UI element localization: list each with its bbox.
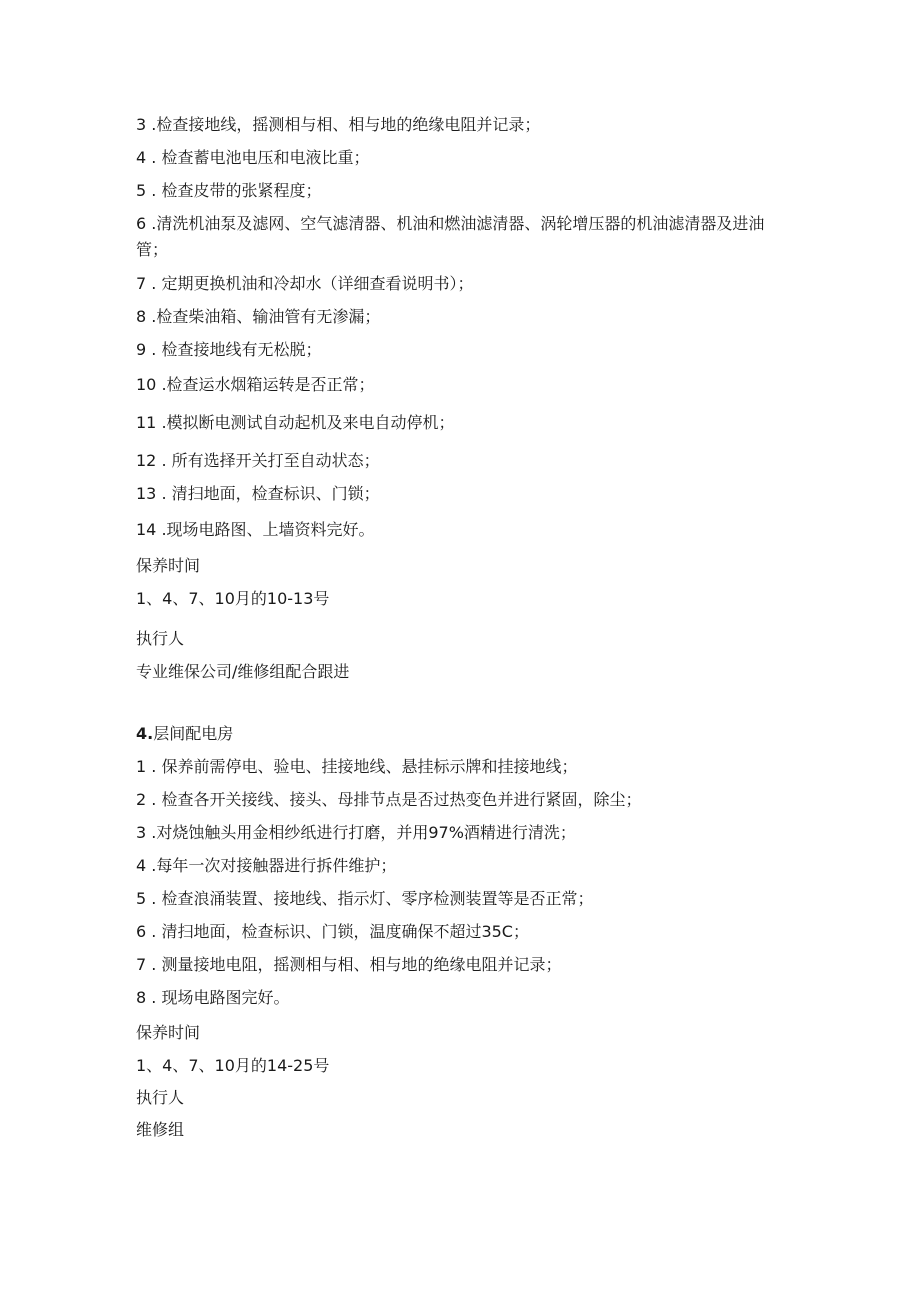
- item-number: 3: [136, 823, 147, 842]
- list-item: [136, 145, 786, 171]
- item-number: 7: [136, 955, 147, 974]
- list-item: [136, 517, 786, 543]
- item-text: .检查接地线，摇测相与相、相与地的绝缘电阻并记录；: [146, 115, 541, 134]
- item-text: . 定期更换机油和冷却水（详细查看说明书）；: [146, 274, 474, 293]
- schedule-value: 1、4、7、10月的14-25号: [136, 1056, 330, 1075]
- list-item: [136, 337, 786, 363]
- schedule-label: 保养时间: [136, 1023, 201, 1042]
- schedule-value: 1、4、7、10月的10-13号: [136, 589, 330, 608]
- executor-value: 维修组: [136, 1120, 185, 1139]
- item-text: . 检查接地线有无松脱；: [146, 340, 322, 359]
- list-item: [136, 271, 786, 297]
- item-text: . 检查蓄电池电压和电液比重；: [146, 148, 370, 167]
- list-item: [136, 787, 786, 813]
- item-number: 5: [136, 889, 147, 908]
- item-text: .检查柴油箱、输油管有无渗漏；: [146, 307, 381, 326]
- list-item: [136, 112, 786, 138]
- list-item: [136, 853, 786, 879]
- list-item: [136, 178, 786, 204]
- item-number: 9: [136, 340, 147, 359]
- section-heading-number: 4.: [136, 724, 154, 743]
- item-number: 5: [136, 181, 147, 200]
- list-item: [136, 919, 786, 945]
- item-text: .模拟断电测试自动起机及来电自动停机；: [156, 413, 455, 432]
- item-text: . 现场电路图完好。: [146, 988, 290, 1007]
- item-text: . 检查浪涌装置、接地线、指示灯、零序检测装置等是否正常；: [146, 889, 594, 908]
- item-text: .清洗机油泵及滤网、空气滤清器、机油和燃油滤清器、涡轮增压器的机油滤清器及进油管；: [136, 214, 765, 259]
- item-text: .对烧蚀触头用金相纱纸进行打磨，并用97%酒精进行清洗；: [146, 823, 576, 842]
- item-text: . 检查各开关接线、接头、母排节点是否过热变色并进行紧固，除尘；: [146, 790, 642, 809]
- item-number: 4: [136, 148, 147, 167]
- item-number: 6: [136, 922, 147, 941]
- list-item: [136, 952, 786, 978]
- item-text: . 清扫地面，检查标识、门锁；: [156, 484, 380, 503]
- item-text: .现场电路图、上墙资料完好。: [156, 520, 375, 539]
- item-text: .检查运水烟箱运转是否正常；: [156, 375, 375, 394]
- item-number: 11: [136, 413, 157, 432]
- item-number: 13: [136, 484, 157, 503]
- list-item: [136, 886, 786, 912]
- executor-label: 执行人: [136, 1088, 185, 1107]
- item-number: 7: [136, 274, 147, 293]
- item-number: 14: [136, 520, 157, 539]
- schedule-label: 保养时间: [136, 556, 201, 575]
- item-text: . 所有选择开关打至自动状态；: [156, 451, 380, 470]
- item-number: 2: [136, 790, 147, 809]
- item-number: 8: [136, 988, 147, 1007]
- item-number: 8: [136, 307, 147, 326]
- list-item: [136, 754, 786, 780]
- list-item: [136, 372, 786, 398]
- list-item: [136, 820, 786, 846]
- item-text: . 保养前需停电、验电、挂接地线、悬挂标示牌和挂接地线；: [146, 757, 578, 776]
- item-text: .每年一次对接触器进行拆件维护；: [146, 856, 397, 875]
- section-heading-text: 层间配电房: [153, 724, 234, 743]
- item-number: 10: [136, 375, 157, 394]
- item-number: 1: [136, 757, 147, 776]
- item-number: 12: [136, 451, 157, 470]
- list-item: [136, 410, 786, 436]
- item-text: . 测量接地电阻，摇测相与相、相与地的绝缘电阻并记录；: [146, 955, 562, 974]
- list-item: [136, 304, 786, 330]
- document-page: [136, 112, 786, 1143]
- list-item: [136, 448, 786, 474]
- list-item: [136, 985, 786, 1011]
- list-item: [136, 481, 786, 507]
- executor-value: 专业维保公司/维修组配合跟进: [136, 662, 350, 681]
- item-number: 4: [136, 856, 147, 875]
- item-number: 3: [136, 115, 147, 134]
- section-heading: [136, 721, 786, 747]
- item-number: 6: [136, 214, 147, 233]
- list-item: [136, 211, 786, 263]
- item-text: . 清扫地面，检查标识、门锁，温度确保不超过35C；: [146, 922, 529, 941]
- executor-label: 执行人: [136, 629, 185, 648]
- item-text: . 检查皮带的张紧程度；: [146, 181, 322, 200]
